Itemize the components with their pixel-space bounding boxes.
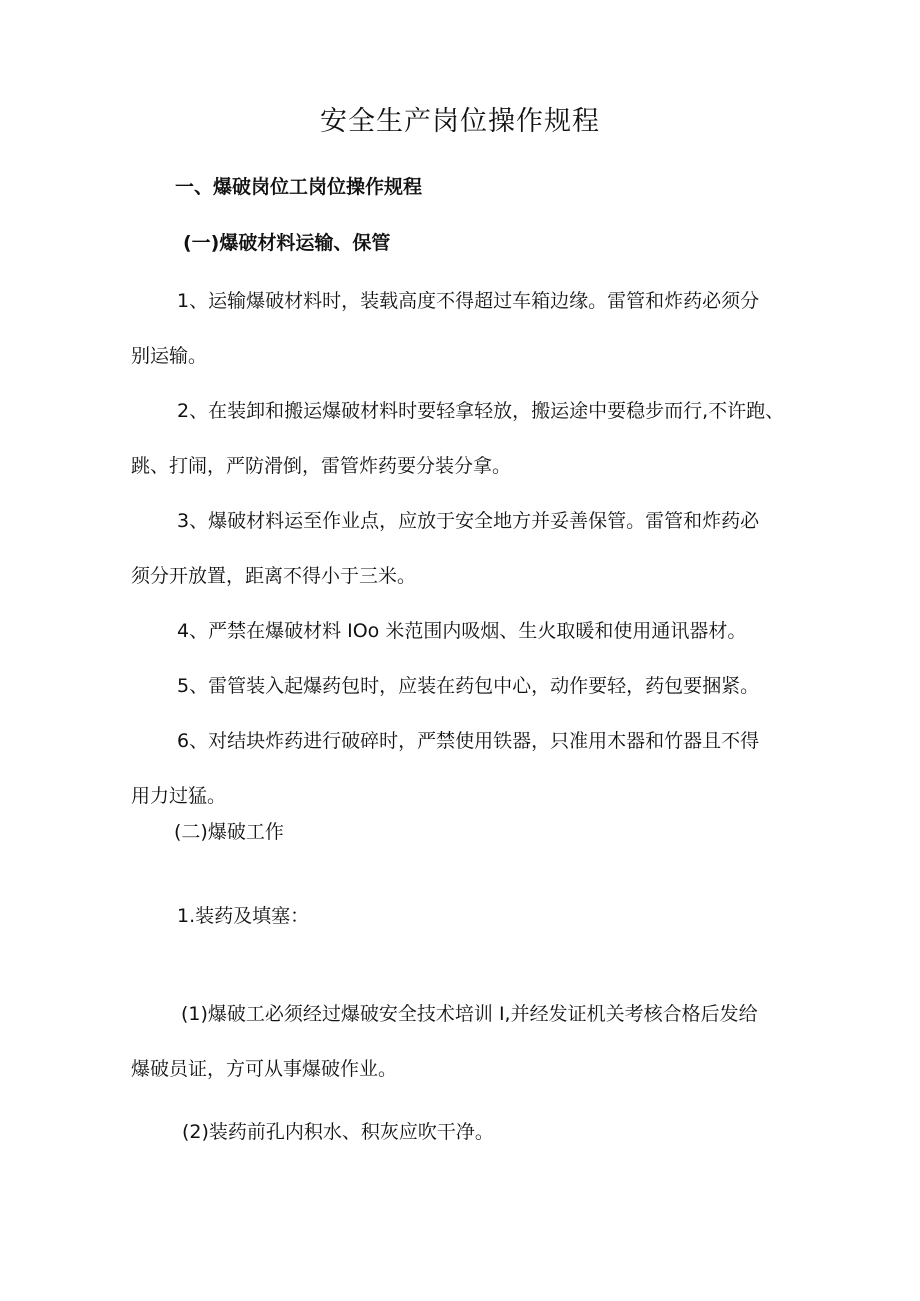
sub-item-heading-charging: 1.装药及填塞： (177, 905, 310, 927)
paragraph-item-2-line-1: 2、在装卸和搬运爆破材料时要轻拿轻放，搬运途中要稳步而行,不许跑、 (177, 400, 785, 422)
paragraph-item-6-line-1: 6、对结块炸药进行破碎时，严禁使用铁器，只准用木器和竹器且不得 (177, 730, 760, 752)
paragraph-item-1-line-2: 别运输。 (131, 345, 208, 367)
paragraph-item-3-line-2: 须分开放置，距离不得小于三米。 (131, 565, 417, 587)
paragraph-sub-item-2: (2)装药前孔内积水、积灰应吹干净。 (182, 1121, 494, 1143)
subsection-heading-blasting-work: (二)爆破工作 (174, 821, 284, 843)
subsection-heading-transport-storage: (一)爆破材料运输、保管 (183, 232, 391, 254)
paragraph-sub-item-1-line-1: (1)爆破工必须经过爆破安全技术培训 I,并经发证机关考核合格后发给 (181, 1003, 758, 1025)
paragraph-item-5: 5、雷管装入起爆药包时，应装在药包中心，动作要轻，药包要捆紧。 (177, 675, 760, 697)
section-heading-blasting-post: 一、爆破岗位工岗位操作规程 (175, 176, 423, 198)
paragraph-sub-item-1-line-2: 爆破员证，方可从事爆破作业。 (131, 1058, 398, 1080)
paragraph-item-3-line-1: 3、爆破材料运至作业点，应放于安全地方并妥善保管。雷管和炸药必 (177, 510, 760, 532)
paragraph-item-2-line-2: 跳、打闹，严防滑倒，雷管炸药要分装分拿。 (131, 455, 512, 477)
document-title: 安全生产岗位操作规程 (320, 106, 600, 137)
paragraph-item-4: 4、严禁在爆破材料 IOo 米范围内吸烟、生火取暖和使用通讯器材。 (177, 620, 747, 642)
paragraph-item-6-line-2: 用力过猛。 (131, 785, 227, 807)
paragraph-item-1-line-1: 1、运输爆破材料时，装载高度不得超过车箱边缘。雷管和炸药必须分 (177, 290, 760, 312)
